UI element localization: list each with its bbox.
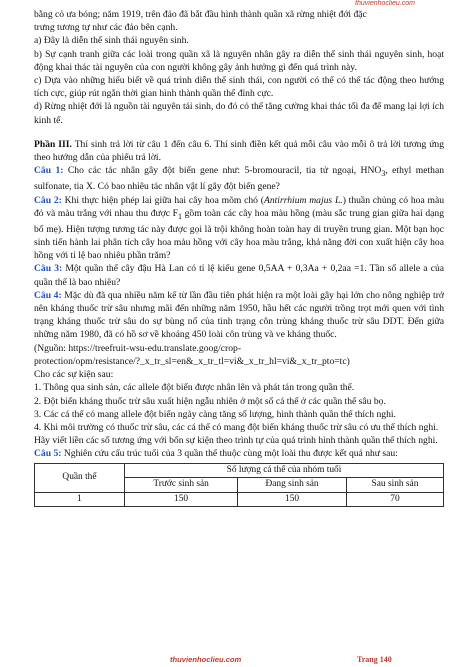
statement-d: d) Rừng nhiệt đới là nguồn tài nguyên tái sinh, do đó có thể tăng cường khai thác tối đa để mang lại lợi ích kinh tế. bbox=[34, 101, 444, 126]
question-4 bbox=[34, 289, 444, 342]
intro-line-1: bằng cỏ ưa bóng; năm 1919, trên đảo đã bắt đầu hình thành quần xã rừng nhiệt đới đặc bbox=[34, 9, 367, 20]
question-1-text-a: Cho các tác nhân gây đột biến gene như: 5-bromouracil, tia tử ngoại, HNO bbox=[63, 165, 382, 177]
table-row bbox=[35, 492, 444, 507]
part3-heading bbox=[34, 138, 444, 164]
question-2 bbox=[34, 194, 444, 263]
question-2-subscript: 1 bbox=[178, 211, 182, 221]
statement-c: c) Dựa vào những hiểu biết về quá trình diễn thế sinh thái, con người có thể có thể tác động theo hướng tích cực, giúp rút ngắn thời gian hình thành quần thể đỉnh cực. bbox=[34, 75, 444, 100]
statement-b: b) Sự cạnh tranh giữa các loài trong quần xã là nguyên nhân gây ra diễn thế sinh thái nguyên sinh, hoạt động khai thác tài nguyên của con người không gây ảnh hưởng gì đến quá trình này. bbox=[34, 48, 444, 73]
footer-site-link[interactable]: thuvienhoclieu.com bbox=[170, 655, 242, 664]
header-reproductive: Đang sinh sản bbox=[238, 478, 347, 493]
header-age-group: Số lượng cá thể của nhóm tuổi bbox=[124, 463, 443, 478]
question-4-text: Mặc dù đã qua nhiều năm kể từ lần đầu tiên phát hiện ra một loài gây hại lớn cho nông nghiệp trở nên kháng thuốc trừ sâu nhưng mãi đến những năm 1950, hầu hết các người trồng trọt mới quen với tình trạng kháng thuốc trừ sâu do sự bùng nổ của tình trạng côn trùng kháng thuốc trừ sâu DDT. Đến giữa những năm 1980, đã có hồ sơ về khoảng 450 loài côn trùng và ve kháng thuốc. bbox=[34, 289, 444, 341]
question-2-text-c: gồm toàn các cây hoa màu hồng (màu sắc trung gian giữa hai dạng bố mẹ). Hiện tượng tương tác này được gọi là trội không hoàn toàn hay di truyền trung gian. Một bạn học sinh tiến hành lai phân tích cây hoa màu hồng với cây hoa màu trắng, khả năng đời con xuất hiện cây hoa hồng với tỉ lệ bao nhiêu phần trăm? bbox=[34, 207, 444, 262]
page-footer bbox=[0, 655, 453, 667]
header-post-reproductive: Sau sinh sản bbox=[346, 478, 443, 493]
question-2-species: Antirrhium majus L. bbox=[263, 194, 343, 206]
intro-line-2: trưng tương tự như các đảo bên cạnh. bbox=[34, 22, 178, 34]
page-number: Trang 140 bbox=[357, 655, 392, 664]
cell-pre-reproductive: 150 bbox=[124, 492, 237, 507]
event-3: 3. Các cá thể có mang allele đột biến ngày càng tăng số lượng, hình thành quần thể thích nghi. bbox=[34, 408, 396, 420]
question-4-label: Câu 4: bbox=[34, 289, 62, 301]
header-population: Quần thể bbox=[35, 463, 125, 492]
table-header-row bbox=[35, 463, 444, 478]
event-2: 2. Đột biến kháng thuốc trừ sâu xuất hiện ngẫu nhiên ở một số cá thể ở các quần thể sâu bọ. bbox=[34, 395, 386, 407]
question-2-text-b: ) thuần chủng có hoa màu đỏ và màu trắng với nhau thu được F bbox=[34, 194, 445, 219]
header-pre-reproductive: Trước sinh sản bbox=[124, 478, 237, 493]
question-3-label: Câu 3: bbox=[34, 263, 63, 275]
statement-a: a) Đây là diễn thế sinh thái nguyên sinh. bbox=[34, 35, 189, 47]
source-line-1: (Nguồn: https://treefruit-wsu-edu.translate.goog/crop- bbox=[34, 342, 242, 354]
question-1-label: Câu 1: bbox=[34, 165, 64, 177]
cell-population: 1 bbox=[35, 492, 125, 507]
question-2-label: Câu 2: bbox=[34, 194, 62, 206]
source-line-2: protection/opm/resistance/?_x_tr_sl=en&_x_tr_tl=vi&_x_tr_hl=vi&_x_tr_pto=tc) bbox=[34, 355, 350, 367]
events-question: Hãy viết liền các số tương ứng với bốn sự kiện theo trình tự của quá trình hình thành quần thể thích nghi. bbox=[34, 435, 438, 447]
header-watermark[interactable]: thuvienhoclieu.com bbox=[355, 0, 415, 7]
age-structure-table bbox=[34, 463, 444, 508]
cell-post-reproductive: 70 bbox=[346, 492, 443, 507]
event-1: 1. Thông qua sinh sản, các allele đột biến được nhân lên và phát tán trong quần thể. bbox=[34, 382, 355, 394]
event-4: 4. Khi môi trường có thuốc trừ sâu, các cá thể có mang đột biến kháng thuốc trừ sâu có ưu thế thích nghi. bbox=[34, 421, 439, 433]
question-1-subscript: 3 bbox=[381, 169, 386, 179]
question-5-label: Câu 5: bbox=[34, 448, 62, 460]
question-3-text: Một quần thể cây đậu Hà Lan có tỉ lệ kiểu gene 0,5AA + 0,3Aa + 0,2aa =1. Tần số allele a của quần thể là bao nhiêu? bbox=[34, 263, 445, 288]
question-1 bbox=[34, 164, 444, 193]
question-1-text-b: , ethyl methan sulfonate, tia X. Có bao nhiêu tác nhân vật lí gây đột biến gene? bbox=[34, 165, 444, 193]
cell-reproductive: 150 bbox=[238, 492, 347, 507]
part3-title: Phần III. bbox=[34, 138, 72, 150]
question-5-text: Nghiên cứu cấu trúc tuổi của 3 quần thể thuộc cùng một loài thu được kết quả như sau: bbox=[61, 448, 398, 460]
part3-instructions: Thí sinh trả lời từ câu 1 đến câu 6. Thí sinh điền kết quả mỗi câu vào mỗi ô trả lời tương ứng theo hướng dẫn của phiếu trả lời. bbox=[34, 138, 444, 164]
question-2-text-a: Khi thực hiện phép lai giữa hai cây hoa mõm chó ( bbox=[61, 194, 264, 206]
question-5 bbox=[34, 447, 444, 460]
document-body bbox=[34, 8, 444, 507]
events-intro: Cho các sự kiện sau: bbox=[34, 369, 114, 381]
question-3 bbox=[34, 262, 444, 288]
